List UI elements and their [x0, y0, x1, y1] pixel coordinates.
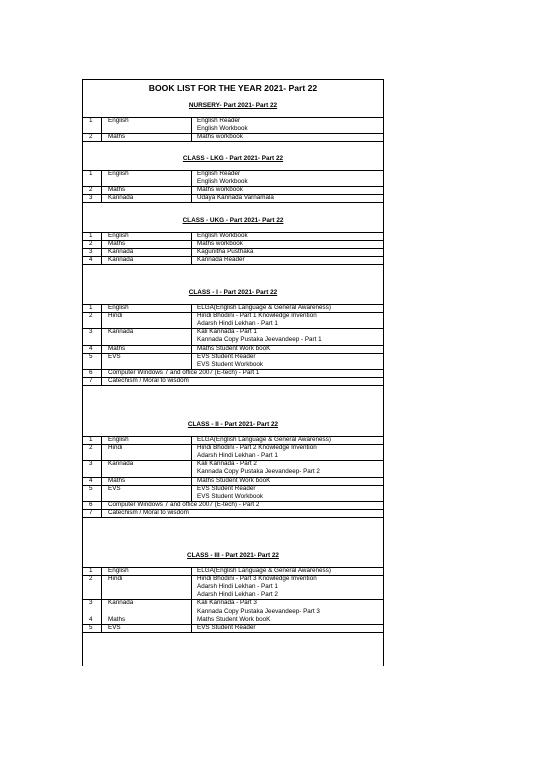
- row-number: 2: [89, 133, 93, 141]
- book-title: Kali Kannada - Part 2: [197, 460, 257, 468]
- row-number: 4: [89, 344, 93, 352]
- table-divider: [83, 517, 383, 518]
- column-divider: [191, 328, 192, 344]
- book-title: ELGA(English Language & General Awareness): [197, 304, 331, 311]
- book-title: Kannada Copy Pustaka Jeevandeep- Part 3: [197, 607, 320, 615]
- column-divider: [191, 133, 192, 141]
- row-number: 7: [89, 509, 93, 517]
- column-divider: [101, 567, 102, 575]
- book-title: Kannada Copy Pustaka Jeevandeep - Part 1: [197, 336, 322, 344]
- book-title: ELGA(English Language & General Awareness): [197, 567, 331, 574]
- book-title: EVS Student Reader: [197, 352, 256, 360]
- column-divider: [101, 436, 102, 444]
- row-number: 5: [89, 484, 93, 492]
- subject-name: English: [108, 170, 129, 177]
- subject-name: English: [108, 232, 129, 239]
- book-title: English Workbook: [197, 232, 248, 239]
- column-divider: [191, 575, 192, 599]
- row-number: 4: [89, 615, 93, 623]
- row-number: 6: [89, 368, 93, 376]
- subject-name: Hindi: [108, 444, 123, 452]
- row-number: 5: [89, 623, 93, 631]
- book-title: ELGA(English Language & General Awareness): [197, 436, 331, 443]
- book-title: Kannada Copy Pustaka Jeevandeep- Part 2: [197, 468, 320, 476]
- book-title: Kali Kannada - Part 3: [197, 599, 257, 607]
- row-number: 3: [89, 599, 93, 607]
- column-divider: [191, 248, 192, 256]
- book-title: Kagunitha Pusthaka: [197, 248, 254, 256]
- subject-name: EVS: [108, 623, 121, 631]
- row-number: 7: [89, 377, 93, 385]
- row-number: 3: [89, 460, 93, 468]
- subject-name: Hindi: [108, 575, 123, 583]
- column-divider: [191, 616, 192, 624]
- column-divider: [101, 186, 102, 194]
- row-number: 1: [89, 567, 93, 574]
- book-title: Maths Student Work booK: [197, 344, 271, 352]
- row-description: Catechism / Moral to wisdom: [108, 509, 189, 517]
- column-divider: [101, 170, 102, 186]
- row-number: 5: [89, 352, 93, 360]
- column-divider: [101, 194, 102, 202]
- column-divider: [191, 186, 192, 194]
- row-number: 4: [89, 256, 93, 264]
- column-divider: [101, 312, 102, 328]
- column-divider: [191, 353, 192, 369]
- column-divider: [101, 509, 102, 517]
- book-title: Maths workbook: [197, 240, 243, 248]
- book-title: Kali Kannada - Part 1: [197, 328, 257, 336]
- subject-name: Maths: [108, 133, 126, 141]
- subject-name: Maths: [108, 186, 126, 194]
- column-divider: [191, 240, 192, 248]
- row-number: 1: [89, 436, 93, 443]
- section-heading: CLASS - LKG - Part 2021- Part 22: [182, 155, 284, 162]
- subject-name: Maths: [108, 476, 126, 484]
- subject-name: Kannada: [108, 256, 134, 264]
- column-divider: [191, 312, 192, 328]
- page-title: BOOK LIST FOR THE YEAR 2021- Part 22: [148, 83, 318, 93]
- book-title: Maths Student Work booK: [197, 476, 271, 484]
- row-description: Computer Windows 7 and office 2007 (E-tech) - Part 1: [108, 368, 260, 376]
- column-divider: [101, 477, 102, 485]
- column-divider: [101, 353, 102, 369]
- section-heading: CLASS - III - Part 2021- Part 22: [187, 552, 279, 559]
- table-divider: [83, 141, 383, 142]
- book-title: Udaya Kannada Varnamala: [197, 194, 274, 202]
- column-divider: [191, 599, 192, 615]
- subject-name: Kannada: [108, 248, 134, 256]
- column-divider: [101, 485, 102, 501]
- column-divider: [101, 460, 102, 476]
- row-number: 3: [89, 328, 93, 336]
- row-number: 6: [89, 500, 93, 508]
- column-divider: [101, 616, 102, 624]
- subject-name: Kannada: [108, 599, 134, 607]
- row-number: 2: [89, 575, 93, 583]
- row-number: 1: [89, 232, 93, 239]
- table-divider: [83, 202, 383, 203]
- column-divider: [191, 345, 192, 353]
- column-divider: [191, 624, 192, 632]
- book-title: EVS Student Workbook: [197, 360, 264, 368]
- subject-name: English: [108, 117, 129, 124]
- section-heading: NURSERY- Part 2021- Part 22: [188, 102, 278, 109]
- row-number: 2: [89, 312, 93, 320]
- book-list-sheet: [82, 79, 384, 666]
- column-divider: [101, 304, 102, 312]
- column-divider: [101, 444, 102, 460]
- column-divider: [101, 624, 102, 632]
- section-heading: CLASS - II - Part 2021- Part 22: [187, 421, 279, 428]
- table-divider: [83, 385, 383, 386]
- column-divider: [191, 444, 192, 460]
- row-number: 1: [89, 304, 93, 311]
- book-title: Hindi Bhodini - Part 1 Knowledge Invention: [197, 312, 317, 320]
- row-description: Catechism / Moral to wisdom: [108, 377, 189, 385]
- row-number: 2: [89, 240, 93, 248]
- column-divider: [101, 369, 102, 377]
- book-title: EVS Student Reader: [197, 484, 256, 492]
- subject-name: English: [108, 304, 129, 311]
- book-title: English Workbook: [197, 125, 248, 133]
- column-divider: [101, 240, 102, 248]
- book-title: EVS Student Reader: [197, 623, 256, 631]
- column-divider: [191, 567, 192, 575]
- book-title: Maths Student Work booK: [197, 615, 271, 623]
- column-divider: [101, 117, 102, 133]
- column-divider: [191, 232, 192, 240]
- column-divider: [191, 117, 192, 133]
- book-title: Adarsh Hindi Lekhan - Part 1: [197, 583, 278, 591]
- book-title: Adarsh Hindi Lekhan - Part 2: [197, 591, 278, 599]
- subject-name: Kannada: [108, 328, 134, 336]
- column-divider: [101, 328, 102, 344]
- book-title: Hindi Bhodini - Part 2 Knowledge Invention: [197, 444, 317, 452]
- column-divider: [101, 248, 102, 256]
- column-divider: [191, 460, 192, 476]
- subject-name: Kannada: [108, 460, 134, 468]
- book-title: English Reader: [197, 170, 241, 177]
- book-title: Adarsh Hindi Lekhan - Part 1: [197, 452, 278, 460]
- subject-name: Maths: [108, 615, 126, 623]
- column-divider: [191, 485, 192, 501]
- book-title: EVS Student Workbook: [197, 492, 264, 500]
- row-number: 3: [89, 194, 93, 202]
- column-divider: [101, 599, 102, 615]
- column-divider: [191, 436, 192, 444]
- table-divider: [83, 632, 383, 633]
- subject-name: English: [108, 567, 129, 574]
- column-divider: [191, 477, 192, 485]
- column-divider: [101, 133, 102, 141]
- subject-name: English: [108, 436, 129, 443]
- book-title: Maths workbook: [197, 186, 243, 194]
- column-divider: [101, 345, 102, 353]
- book-title: Hindi Bhodini - Part 3 Knowledge Invention: [197, 575, 317, 583]
- section-heading: CLASS - I - Part 2021- Part 22: [188, 289, 278, 296]
- column-divider: [191, 304, 192, 312]
- row-number: 2: [89, 444, 93, 452]
- table-divider: [83, 264, 383, 265]
- subject-name: Kannada: [108, 194, 134, 202]
- row-number: 1: [89, 170, 93, 177]
- subject-name: Maths: [108, 344, 126, 352]
- column-divider: [101, 377, 102, 385]
- subject-name: Hindi: [108, 312, 123, 320]
- book-title: English Workbook: [197, 178, 248, 186]
- book-title: English Reader: [197, 117, 241, 124]
- subject-name: Maths: [108, 240, 126, 248]
- subject-name: EVS: [108, 484, 121, 492]
- column-divider: [191, 256, 192, 264]
- subject-name: EVS: [108, 352, 121, 360]
- row-description: Computer Windows 7 and office 2007 (E-tech) - Part 2: [108, 500, 260, 508]
- column-divider: [191, 194, 192, 202]
- row-number: 2: [89, 186, 93, 194]
- section-heading: CLASS - UKG - Part 2021- Part 22: [182, 217, 284, 224]
- row-number: 4: [89, 476, 93, 484]
- column-divider: [101, 232, 102, 240]
- column-divider: [191, 170, 192, 186]
- column-divider: [101, 501, 102, 509]
- book-title: Kannada Reader: [197, 256, 245, 264]
- column-divider: [101, 256, 102, 264]
- row-number: 3: [89, 248, 93, 256]
- book-title: Adarsh Hindi Lekhan - Part 1: [197, 320, 278, 328]
- book-title: Maths workbook: [197, 133, 243, 141]
- row-number: 1: [89, 117, 93, 124]
- column-divider: [101, 575, 102, 599]
